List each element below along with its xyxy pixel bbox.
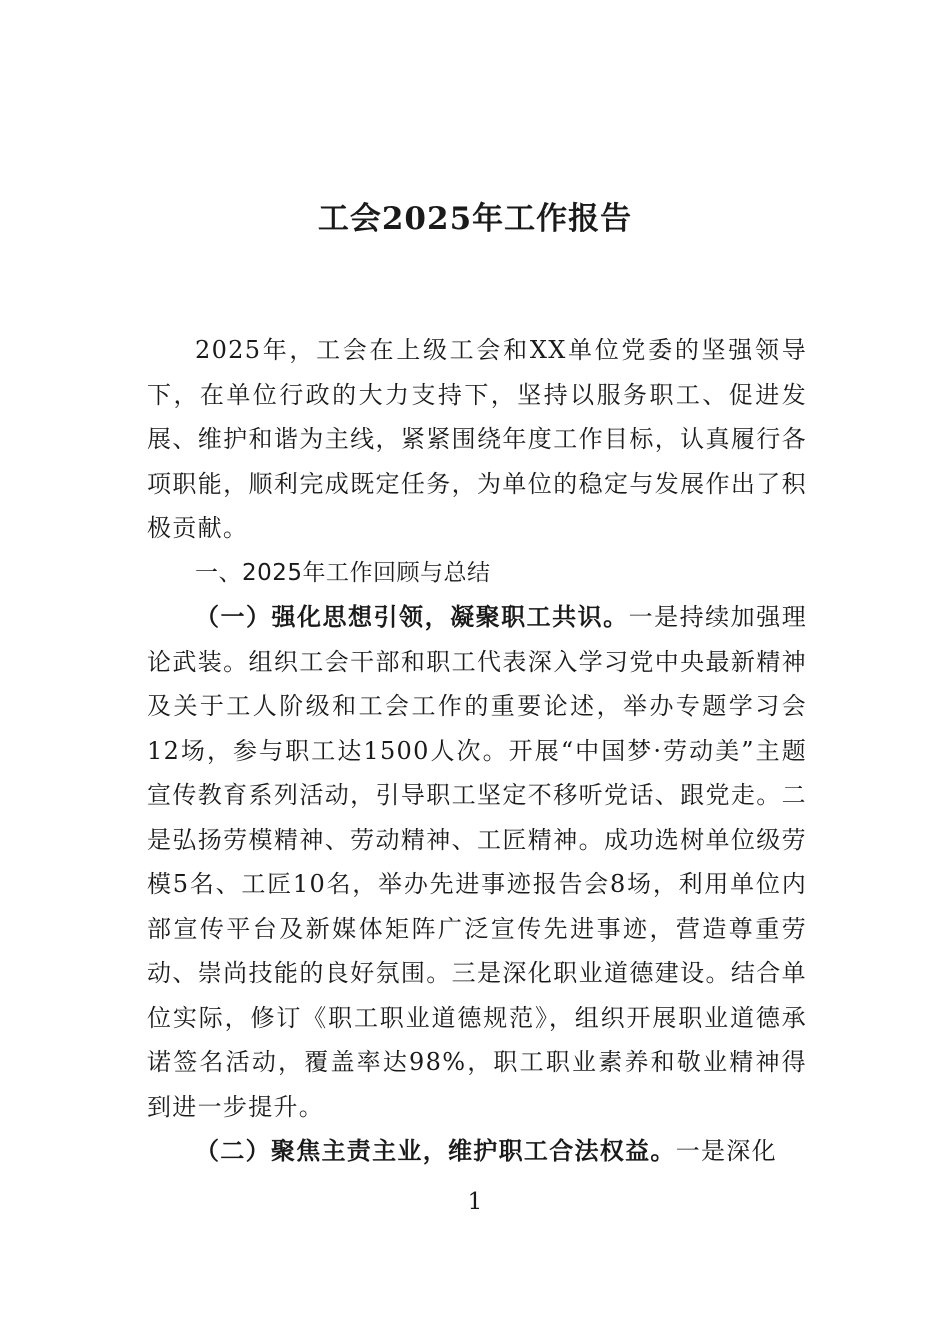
section-heading: 一、2025年工作回顾与总结 — [195, 559, 491, 586]
subsection-1-text: 一是持续加强理论武装。组织工会干部和职工代表深入学习党中央最新精神及关于工人阶级和工会工作的重要论述，举办专题学习会12场，参与职工达1500人次。开展“中国梦·劳动美”主题宣传教育系列活动，引导职工坚定不移听党话、跟党走。二是弘扬劳模精神、劳动精神、工匠精神。成功选树单位级劳模5名、工匠10名，举办先进事迹报告会8场，利用单位内部宣传平台及新媒体矩阵广泛宣传先进事迹，营造尊重劳动、崇尚技能的良好氛围。三是深化职业道德建设。结合单位实际，修订《职工职业道德规范》，组织开展职业道德承诺签名活动，覆盖率达98%，职工职业素养和敬业精神得到进一步提升。 — [147, 603, 807, 1121]
subsection-1-paragraph — [147, 595, 807, 1129]
intro-paragraph: 2025年，工会在上级工会和XX单位党委的坚强领导下，在单位行政的大力支持下，坚持以服务职工、促进发展、维护和谐为主线，紧紧围绕年度工作目标，认真履行各项职能，顺利完成既定任务，为单位的稳定与发展作出了积极贡献。 — [147, 336, 807, 542]
subsection-1-title: （一）强化思想引领，凝聚职工共识。 — [195, 602, 629, 631]
document-body — [147, 328, 807, 1174]
document-title: 工会2025年工作报告 — [317, 201, 633, 237]
subsection-2-title: （二）聚焦主责主业，维护职工合法权益。 — [195, 1136, 676, 1165]
subsection-2-text: 一是深化 — [675, 1137, 777, 1165]
page-number: 1 — [467, 1189, 483, 1215]
subsection-2-paragraph — [147, 1129, 807, 1174]
